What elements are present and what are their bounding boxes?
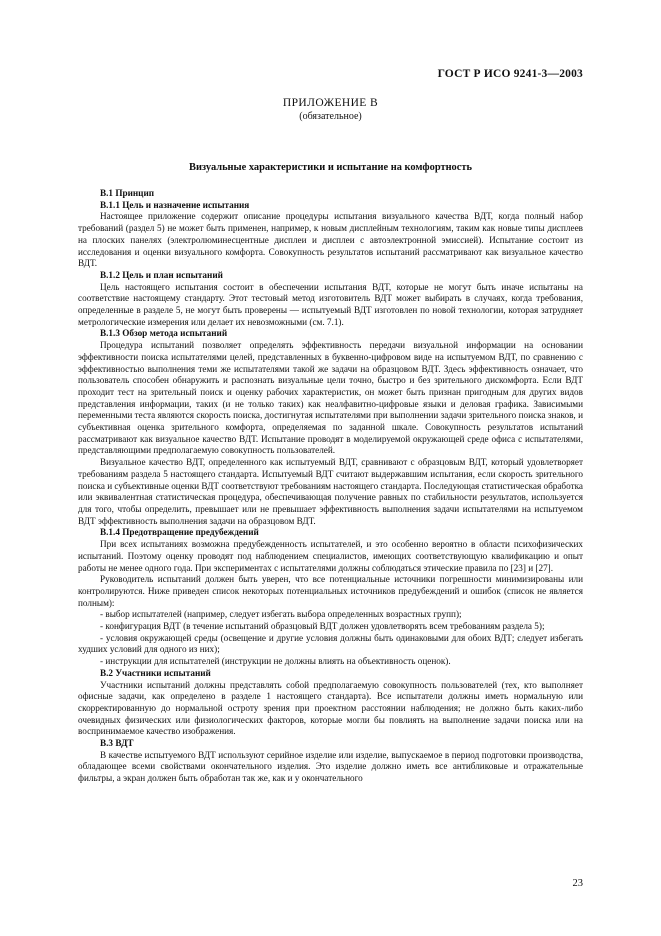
paragraph-b14-2: Руководитель испытаний должен быть уверен, что все потенциальные источники погрешности минимизированы или контролируются. Ниже приведен список некоторых потенциальных источников предубеждений и ошибок (список не является полным):: [78, 574, 583, 608]
paragraph-b14-1: При всех испытаниях возможна предубежденность испытателей, и это особенно вероятно в области психофизических испытаний. Поэтому оценку проводят под наблюдением специалистов, имеющих соответствующую квалификацию и опыт работы не менее одного года. При экспериментах с испытателями должны соблюдаться этические правила по [23] и [27].: [78, 539, 583, 573]
list-item: - инструкции для испытателей (инструкции не должны влиять на объективность оценок).: [100, 656, 451, 667]
appendix-title: ПРИЛОЖЕНИЕ В: [282, 97, 379, 109]
document-title: Визуальные характеристики и испытание на комфортность: [189, 162, 472, 173]
list-item: - конфигурация ВДТ (в течение испытаний образцовый ВДТ должен удовлетворять всем требованиям раздела 5);: [100, 621, 545, 632]
appendix-subtitle: (обязательное): [299, 111, 362, 122]
section-heading-b11: В.1.1 Цель и назначение испытания: [100, 199, 250, 210]
list-item: - выбор испытателей (например, следует избегать выбора определенных возрастных групп);: [100, 609, 462, 620]
paragraph-b13-2: Визуальное качество ВДТ, определенного как испытуемый ВДТ, сравнивают с образцовым ВДТ, который удовлетворяет требованиям раздела 5 настоящего стандарта. Испытуемый ВДТ считают выдержавшим испытания, если скорость зрительного поиска и субъективные оценки ВДТ соответствуют требованиям настоящего стандарта. Последующая статистическая обработка или эквивалентная статистическая процедура, обеспечивающая получение равных по стабильности результатов, используется для того, чтобы определить, превышает или не превышает эффективность выполнения задачи испытателями на испытуемом ВДТ эффективность выполнения задачи на образцовом ВДТ.: [78, 457, 583, 526]
section-heading-b1: В.1 Принцип: [100, 188, 155, 198]
list-item: - условия окружающей среды (освещение и другие условия должны быть одинаковыми для обоих ВДТ; следует избегать худших условий для одного из них);: [78, 632, 583, 655]
page-number: 23: [572, 878, 583, 889]
section-heading-b12: В.1.2 Цель и план испытаний: [100, 269, 223, 280]
paragraph-b2-1: Участники испытаний должны представлять собой предполагаемую совокупность пользователей (тех, кто выполняет офисные задачи, как определено в разделе 1 настоящего стандарта). Все испытатели должны иметь нормальную или скорректированную до нормальной остроту зрения при проектном расстоянии наблюдения; не должно быть каких-либо очевидных физических или физиологических факторов, которые могли бы повлиять на выполнение задачи поиска или на воспринимаемое качество изображения.: [78, 679, 583, 737]
standard-designation: ГОСТ Р ИСО 9241-3—2003: [437, 68, 583, 80]
paragraph-b12-1: Цель настоящего испытания состоит в обеспечении испытания ВДТ, которые не могут быть иначе испытаны на соответствие настоящему стандарту. Этот тестовый метод изготовитель ВДТ может выбирать в случаях, когда требования, определенные в разделе 5, не могут быть проверены — испытуемый ВДТ изготовлен по новой технологии, которая затрудняет метрологические измерения или делает их невозможными (см. 7.1).: [78, 281, 583, 327]
section-heading-b13: В.1.3 Обзор метода испытаний: [100, 328, 228, 339]
section-heading-b3: В.3 ВДТ: [100, 738, 134, 749]
section-heading-b2: В.2 Участники испытаний: [100, 667, 211, 678]
bias-sources-list: [78, 609, 583, 668]
section-heading-b14: В.1.4 Предотвращение предубеждений: [100, 527, 259, 538]
paragraph-b11-1: Настоящее приложение содержит описание процедуры испытания визуального качества ВДТ, когда полный набор требований (раздел 5) не может быть применен, например, к новым дисплейным технологиям, таким как новые типы дисплеев на плоских панелях (электролюминесцентные дисплеи и дисплеи с автоэлектронной эмиссией). Испытание состоит из исследования и оценки визуального комфорта. Совокупность результатов испытаний рассматривают как визуальное качество ВДТ.: [78, 211, 583, 269]
document-body: [78, 186, 583, 785]
paragraph-b13-1: Процедура испытаний позволяет определять эффективность передачи визуальной информации на основании эффективности поиска испытателями целей, представленных в буквенно-цифровом виде на испытуемом ВДТ, по сравнению с эффективностью выполнения теми же испытателями такой же задачи на образцовом ВДТ. Здесь эффективность означает, что пользователь способен обнаружить и распознать визуальные цели точно, быстро и без зрительного дискомфорта. Если ВДТ проходит тест на зрительный поиск и оценку рабочих характеристик, он может быть признан пригодным для других видов представления информации, таких (и не только таких) как неалфавитно-цифровые языки и деловая графика. Зависимыми переменными теста являются скорость поиска, достигнутая испытателями при выполнении задачи зрительного поиска знаков, и субъективная оценка зрительного комфорта, определяемая по заданной шкале. Совокупность результатов испытаний рассматривают как визуальное качество ВДТ. Испытание проводят в моделируемой окружающей среде офиса с испытателями, представляющими предполагаемую совокупность пользователей.: [78, 340, 583, 456]
paragraph-b3-1: В качестве испытуемого ВДТ используют серийное изделие или изделие, выпускаемое в период подготовки производства, обладающее всеми свойствами окончательного изделия. Это изделие должно иметь все антибликовые и отражательные фильтры, а экран должен быть обработан так же, как и у окончательного: [78, 749, 583, 784]
